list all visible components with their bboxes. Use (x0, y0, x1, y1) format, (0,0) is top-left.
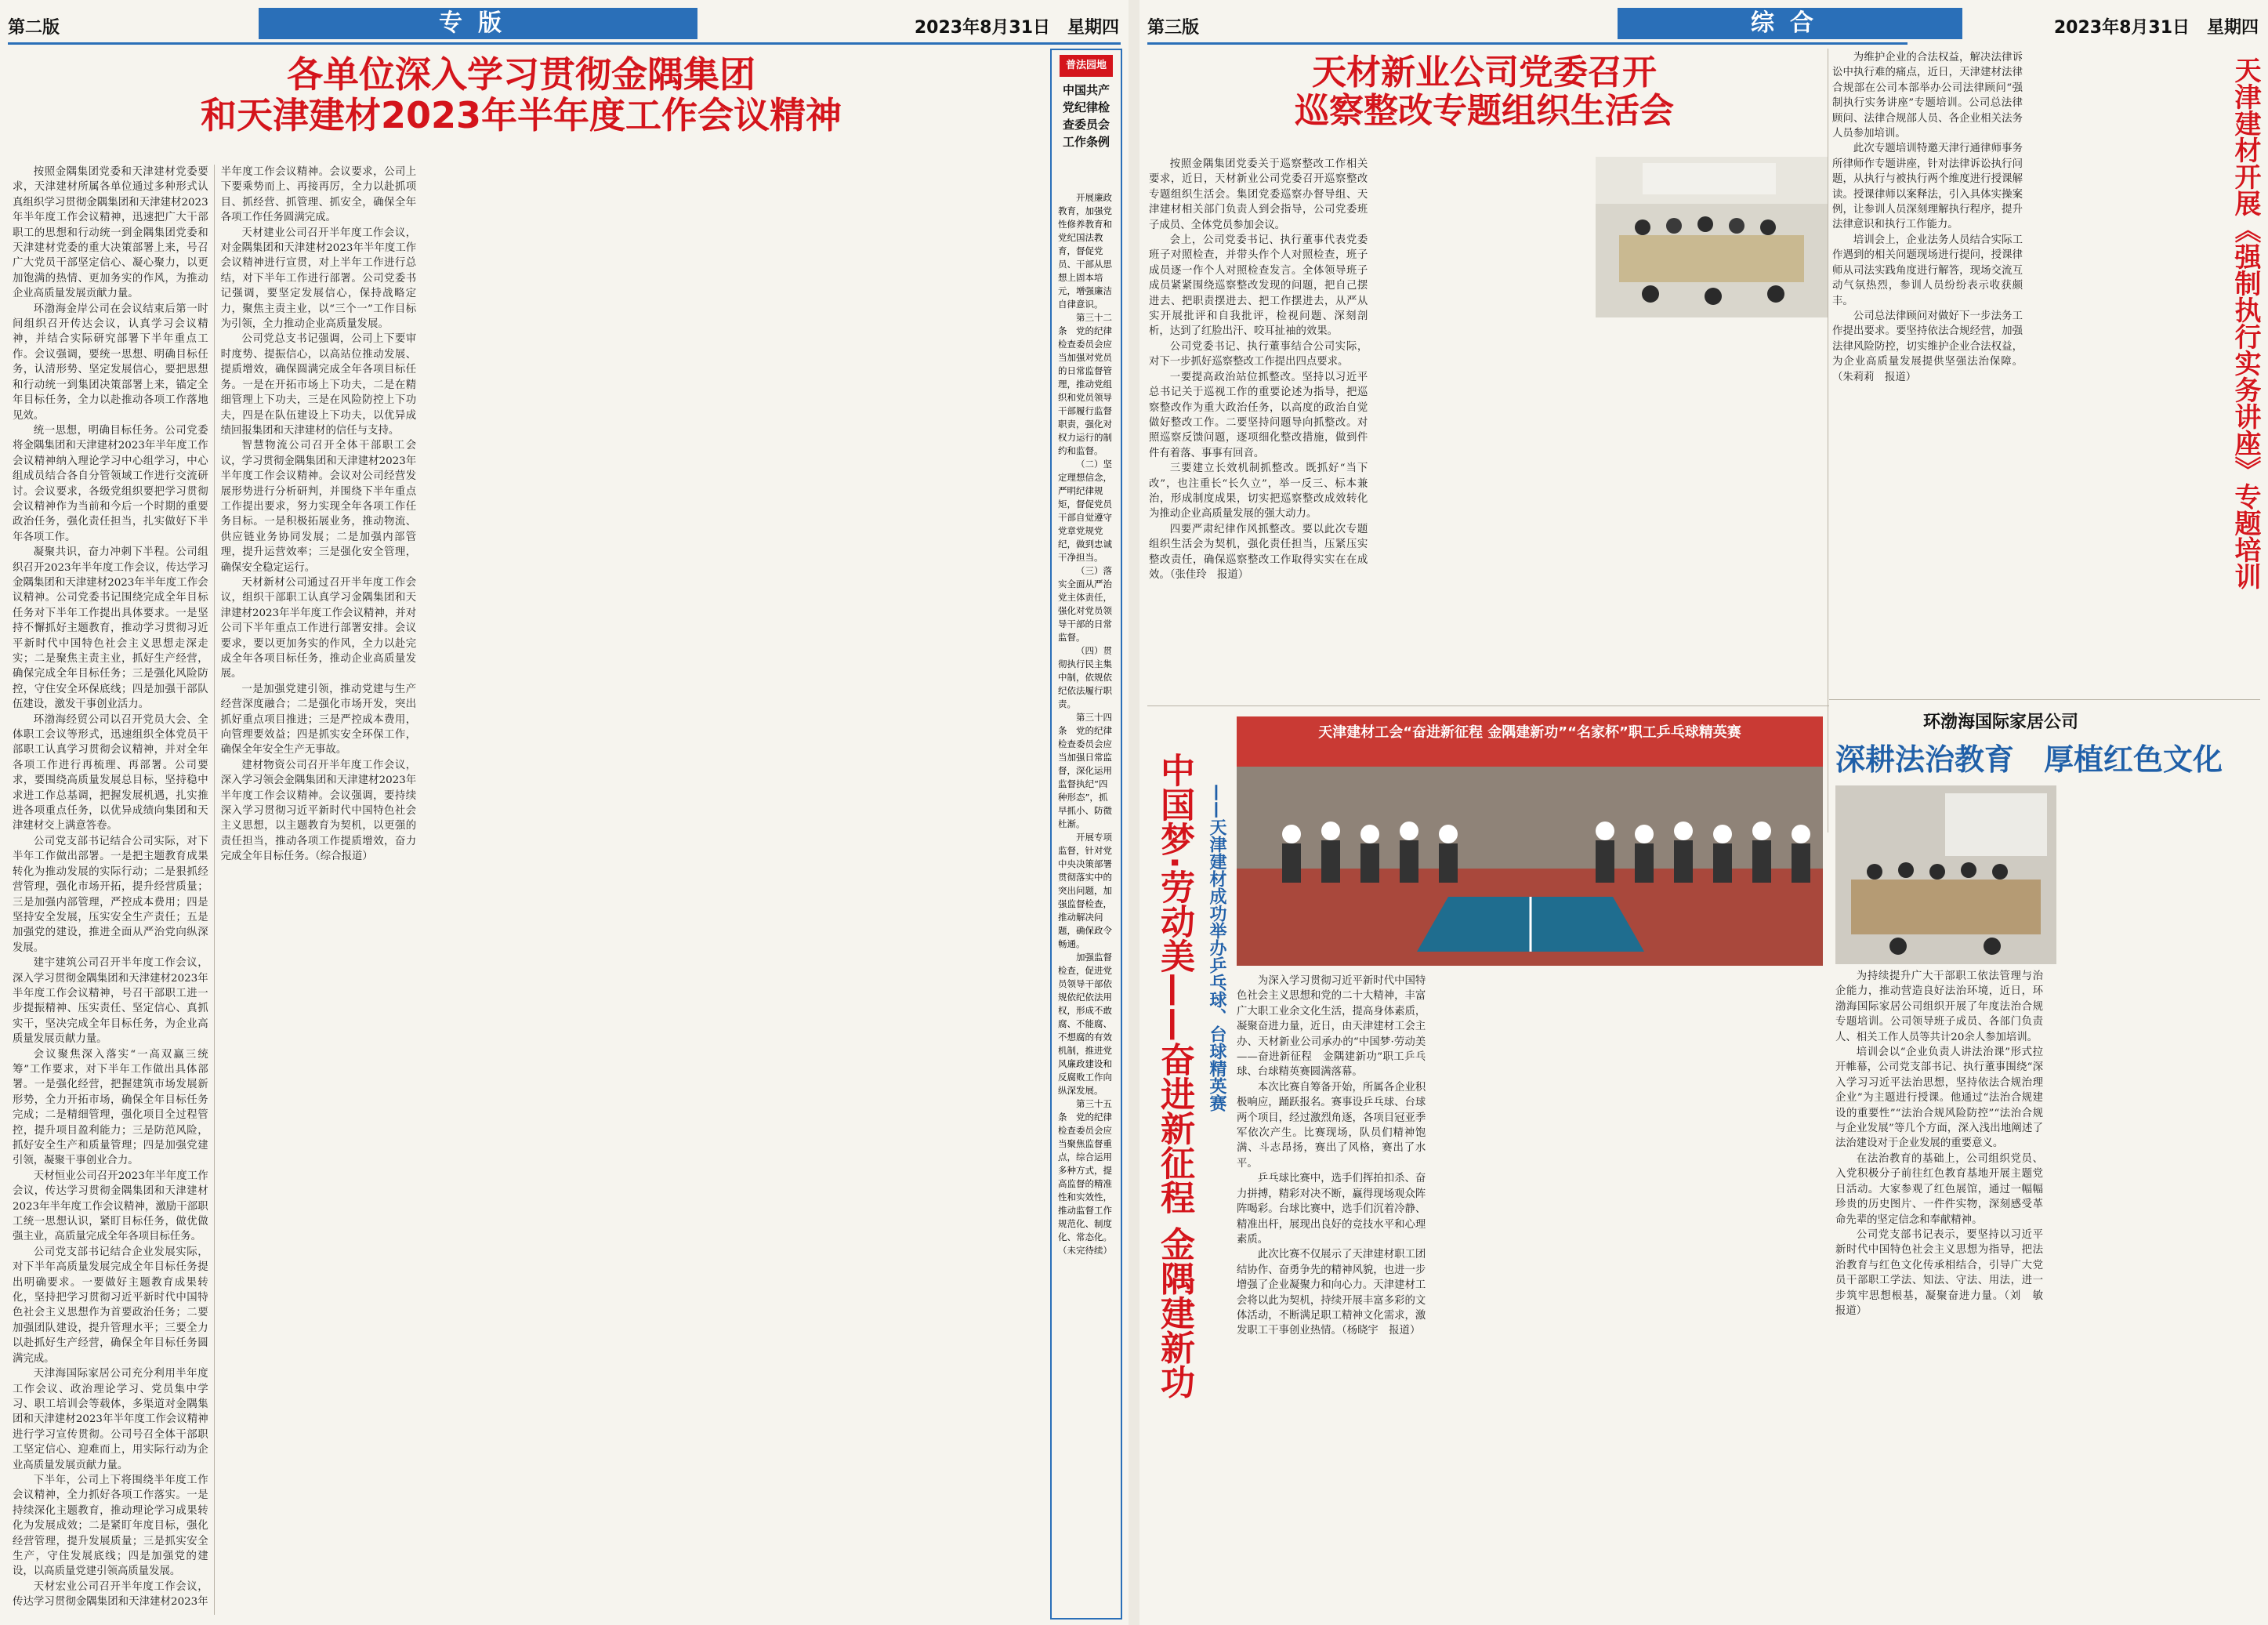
paragraph: 开展廉政教育，加强党性修养教育和党纪国法教育，督促党员、干部从思想上固本培元，增强廉洁自律意识。 (1058, 192, 1112, 310)
headline-line-2: 巡察整改专题组织生活会 (1295, 91, 1674, 132)
article-1-headline (1163, 53, 1806, 131)
training-photo (1835, 785, 2056, 964)
paragraph: 智慧物流公司召开全体干部职工会议，学习贯彻金隅集团和天津建材2023年半年度工作会议精神。会议对公司经营发展形势进行分析研判，并围绕下半年重点工作提出要求，努力实现全年各项工作任务目标。一是积极拓展业务，推动物流、供应链业务协同发展；二是加强内部管理，提升运营效率；三是强化安全管理，确保安全稳定运行。 (220, 440, 417, 574)
paragraph: 为深入学习贯彻习近平新时代中国特色社会主义思想和党的二十大精神，丰富广大职工业余文化生活，提高身体素质，凝聚奋进力量，近日，由天津建材工会主办、天材新业公司承办的“中国梦·劳动美——奋进新征程 金隅建新功”职工乒乓球、台球精英赛圆满落幕。 (1237, 975, 1426, 1079)
article-2-headline: 天津建材开展《强制执行实务讲座》专题培训 (2230, 56, 2261, 589)
paragraph: 公司党支部书记表示，要坚持以习近平新时代中国特色社会主义思想为指导，把法治教育与红色文化传承相结合，引导广大党员干部职工学法、知法、守法、用法，进一步筑牢思想根基，凝聚奋进力量。（刘 敏 报道） (1835, 1228, 2054, 1317)
section-divider (1829, 699, 2260, 700)
paragraph: 按照金隅集团党委和天津建材党委要求，天津建材所属各单位通过多种形式认真组织学习贯彻金隅集团和天津建材2023年半年度工作会议精神，迅速把广大干部职工的思想和行动统一到金隅集团党委和天津建材党委的重大决策部署上来，号召广大党员干部坚定信心、凝心聚力，以更加饱满的热情、更加务实的作风，为推动企业高质量发展贡献力量。 (13, 166, 208, 300)
paragraph: 建材物资公司召开半年度工作会议，深入学习领会金隅集团和天津建材2023年半年度工作会议精神。会议强调，要持续深入学习贯彻习近平新时代中国特色社会主义思想，以主题教育为契机，以更强的责任担当，推动各项工作提质增效，奋力完成全年目标任务。（综合报道） (220, 759, 417, 863)
paragraph: 培训会以“企业负责人讲法治课”形式拉开帷幕，公司党支部书记、执行董事围绕“深入学习习近平法治思想，坚持依法合规治理企业”为主题进行授课。他通过“法治合规建设的重要性”“法治合规风险防控”“法治合规与企业发展”等几个方面，深入浅出地阐述了法治建设对于企业发展的重要意义。 (1835, 1046, 2043, 1150)
page-3-header (1139, 8, 2268, 41)
paragraph: 本次比赛自筹备开始，所属各企业积极响应，踊跃报名。赛事设乒乓球、台球两个项目，经过激烈角逐，各项目冠亚季军依次产生。比赛现场，队员们精神饱满、斗志昂扬，赛出了风格，赛出了水平。 (1237, 1081, 1426, 1170)
paragraph: 会上，公司党委书记、执行董事代表党委班子对照检查，并带头作个人对照检查，班子成员逐一作个人对照检查发言。全体领导班子成员紧紧围绕巡察整改发现的问题，把自己摆进去、把职责摆进去、把工作摆进去，从严从实开展批评和自我批评，检视问题、深刻剖析，达到了红脸出汗、咬耳扯袖的效果。 (1149, 234, 1368, 338)
paragraph: 此次专题培训特邀天津行通律师事务所律师作专题讲座，针对法律诉讼执行问题，从执行与被执行两个维度进行授课解读。授课律师以案释法，引入具体实操案例，让参训人员深刻理解执行程序，提升法律意识和执行工作能力。 (1832, 143, 2023, 231)
paragraph: 下半年，公司上下将围绕半年度工作会议精神，全力抓好各项工作落实。一是持续深化主题教育，推动理论学习成果转化为发展成效；二是紧盯年度目标，强化经营管理，提升发展质量；三是抓实安全生产，守住发展底线；四是加强党的建设，以高质量党建引领高质量发展。 (13, 1474, 208, 1578)
paragraph: 四要严肃纪律作风抓整改。要以此次专题组织生活会为契机，强化责任担当，压紧压实整改责任，确保巡察整改工作取得实实在在成效。（张佳玲 报道） (1149, 523, 1368, 581)
paragraph: 一是加强党建引领，推动党建与生产经营深度融合；二是强化市场开发，突出抓好重点项目推进；三是严控成本费用，向管理要效益；四是抓实安全环保工作，确保全年安全生产无事故。 (220, 683, 417, 756)
header-rule (1147, 42, 1908, 45)
article-body (13, 165, 1041, 1615)
paragraph: 第三十五条 党的纪律检查委员会应当聚焦监督重点，综合运用多种方式，提高监督的精准性和实效性，推动监督工作规范化、制度化、常态化。（未完待续） (1058, 1098, 1112, 1256)
article-3-headline: 中国梦·劳动美——奋进新征程 金隅建新功 (1154, 753, 1194, 1399)
paragraph: 环渤海经贸公司以召开党员大会、全体职工会议等形式，迅速组织全体党员干部职工认真学习贯彻会议精神，并对全年各项工作进行再梳理、再部署。公司要求，要围绕高质量发展总目标，坚持稳中求进工作总基调，把握发展机遇，扎实推进各项重点任务，以优异成绩向集团和天津建材交上满意答卷。 (13, 713, 208, 832)
tournament-banner: 天津建材工会“奋进新征程 金隅建新功”“名家杯”职工乒乓球精英赛 (1318, 724, 1741, 741)
page-2 (0, 0, 1129, 1625)
section-divider (1147, 705, 1829, 706)
paragraph: （三）落实全面从严治党主体责任，强化对党员领导干部的日常监督。 (1058, 565, 1112, 643)
section-banner: 专版 (259, 8, 697, 39)
paragraph: 公司党总支书记强调，公司上下要审时度势、提振信心，以高站位推动发展、提质增效，确保圆满完成全年各项目标任务。一是在开拓市场上下功夫，二是在精细管理上下功夫，三是在风险防控上下功夫，四是在队伍建设上下功夫，以优异成绩回报集团和天津建材的信任与支持。 (220, 333, 417, 437)
paragraph: 天材宏业公司召开半年度工作会议，传达学习贯彻金隅集团和天津建材2023年半年度工作会议精神。会议要求，公司上下要乘势而上、再接再厉，全力以赴抓项目、抓经营、抓管理、抓安全，确保全年各项工作任务圆满完成。 (13, 166, 417, 1609)
paragraph: 加强监督检查，促进党员领导干部依规依纪依法用权，形成不敢腐、不能腐、不想腐的有效机制，推进党风廉政建设和反腐败工作向纵深发展。 (1058, 952, 1112, 1096)
legal-corner-tag: 普法园地 (1060, 55, 1113, 77)
article-4-kicker: 环渤海国际家居公司 (1923, 713, 2079, 732)
issue-date: 2023年8月31日 星期四 (914, 18, 1119, 38)
page-number: 第二版 (8, 18, 60, 38)
paragraph: 凝聚共识，奋力冲刺下半程。公司组织召开2023年半年度工作会议，传达学习金隅集团和天津建材2023年半年度工作会议精神。公司党委书记围绕完成全年目标任务对下半年工作提出具体要求。一是坚持不懈抓好主题教育，推动学习贯彻习近平新时代中国特色社会主义思想走深走实；二是聚焦主责主业，抓好生产经营，确保完成全年目标任务；三是强化风险防控，守住安全环保底线；四是加强干部队伍建设，激发干事创业活力。 (13, 546, 208, 711)
paragraph: 天津海国际家居公司充分利用半年度工作会议、政治理论学习、党员集中学习、职工培训会等载体，多渠道对金隅集团和天津建材2023年半年度工作会议精神进行学习宣传贯彻。公司号召全体干部职工坚定信心、迎难而上，用实际行动为企业高质量发展贡献力量。 (13, 1368, 208, 1471)
paragraph: 天材新材公司通过召开半年度工作会议，组织干部职工认真学习金隅集团和天津建材2023年半年度工作会议精神，并对公司下半年重点工作进行部署安排。会议要求，要以更加务实的作风，全力以赴完成全年各项目标任务，推动企业高质量发展。 (220, 576, 417, 680)
page-2-header (0, 8, 1129, 41)
paragraph: 乒乓球比赛中，选手们挥拍扣杀、奋力拼搏，精彩对决不断，赢得现场观众阵阵喝彩。台球比赛中，选手们沉着冷静、精准出杆，展现出良好的竞技水平和心理素质。 (1237, 1173, 1426, 1246)
paragraph: 公司总法律顾问对做好下一步法务工作提出要求。要坚持依法合规经营，加强法律风险防控，切实维护企业合法权益，为企业高质量发展提供坚强法治保障。（朱莉莉 报道） (1832, 310, 2023, 383)
article-3-subtitle: ——天津建材成功举办乒乓球、台球精英赛 (1207, 784, 1226, 1112)
legal-corner-title: 中国共产党纪律检查委员会工作条例 (1062, 83, 1110, 149)
issue-date: 2023年8月31日 星期四 (2053, 18, 2259, 38)
paragraph: 环渤海金岸公司在会议结束后第一时间组织召开传达会议，认真学习会议精神，并结合实际研究部署下半年重点工作。会议强调，要统一思想、明确目标任务，认清形势、坚定发展信心，要把思想和行动统一到集团决策部署上来，锚定全年目标任务，全力以赴推动各项工作落地见效。 (13, 303, 208, 422)
page-number: 第三版 (1147, 18, 1200, 38)
paragraph: 天材恒业公司召开2023年半年度工作会议，传达学习贯彻金隅集团和天津建材2023年半年度工作会议精神，激励干部职工统一思想认识，紧盯目标任务，做优做强主业，高质量完成全年各项目标任务。 (13, 1170, 208, 1243)
meeting-photo (1596, 157, 1828, 317)
paragraph: （四）贯彻执行民主集中制，依规依纪依法履行职责。 (1058, 645, 1112, 709)
paragraph: 此次比赛不仅展示了天津建材职工团结协作、奋勇争先的精神风貌，也进一步增强了企业凝聚力和向心力。天津建材工会将以此为契机，持续开展丰富多彩的文体活动，不断满足职工精神文化需求，激发职工干事创业热情。（杨晓宇 报道） (1237, 1249, 1426, 1337)
paragraph: 公司党支部书记结合企业发展实际，对下半年高质量发展完成全年目标任务提出明确要求。一要做好主题教育成果转化，坚持把学习贯彻习近平新时代中国特色社会主义思想作为首要政治任务；二要加强团队建设，提升管理水平；三要全力以赴抓好生产经营，确保全年目标任务圆满完成。 (13, 1246, 208, 1365)
article-4-headline: 深耕法治教育 厚植红色文化 (1835, 742, 2223, 777)
paragraph: 按照金隅集团党委关于巡察整改工作相关要求，近日，天材新业公司党委召开巡察整改专题组织生活会。集团党委巡察办督导组、天津建材相关部门负责人到会指导，公司党委班子成员、全体党员参加会议。 (1149, 158, 1368, 231)
paragraph: 在法治教育的基础上，公司组织党员、入党积极分子前往红色教育基地开展主题党日活动。大家参观了红色展馆，通过一幅幅珍贵的历史图片、一件件实物，深刻感受革命先辈的坚定信念和奉献精神。 (1835, 1152, 2043, 1226)
paragraph: 公司党支部书记结合公司实际，对下半年工作做出部署。一是把主题教育成果转化为推动发展的实际行动；二是狠抓经营管理，强化市场开拓，提升经营质量；三是加强内部管理，严控成本费用；四是坚持安全发展，压实安全生产责任；五是加强党的建设，推进全面从严治党向纵深发展。 (13, 835, 208, 954)
paragraph: 培训会上，企业法务人员结合实际工作遇到的相关问题现场进行提问，授课律师从司法实践角度进行解答，现场交流互动气氛热烈，参训人员纷纷表示收获颇丰。 (1832, 234, 2023, 307)
page-3 (1139, 0, 2268, 1625)
paragraph: 公司党委书记、执行董事结合公司实际，对下一步抓好巡察整改工作提出四点要求。 (1149, 340, 1368, 368)
headline-line-2: 和天津建材2023年半年度工作会议精神 (200, 93, 842, 136)
article-2-body (1832, 50, 2224, 693)
legal-corner-box (1050, 49, 1122, 1620)
headline-line-1: 各单位深入学习贯彻金隅集团 (287, 53, 755, 96)
paragraph: 开展专项监督，针对党中央决策部署贯彻落实中的突出问题，加强监督检查，推动解决问题，确保政令畅通。 (1058, 832, 1112, 949)
article-3-body (1237, 974, 1826, 1616)
paragraph: 建宇建筑公司召开半年度工作会议，深入学习贯彻金隅集团和天津建材2023年半年度工作会议精神，号召干部职工进一步提振精神、压实责任、坚定信心、真抓实干，坚决完成全年目标任务，为企业高质量发展贡献力量。 (13, 957, 208, 1046)
paragraph: 天材建业公司召开半年度工作会议，对金隅集团和天津建材2023年半年度工作会议精神进行宣贯，对上半年工作进行总结，对下半年工作进行部署。公司党委书记强调，要坚定发展信心，保持战略定力，聚焦主责主业，以“三个一”工作目标为引领，全力推动企业高质量发展。 (220, 227, 417, 331)
paragraph: 统一思想，明确目标任务。公司党委将金隅集团和天津建材2023年半年度工作会议精神纳入理论学习中心组学习，中心组成员结合各自分管领域工作进行交流研讨。会议要求，各级党组织要把学习贯彻会议精神作为当前和今后一个时期的重要政治任务，强化责任担当，扎实做好下半年各项工作。 (13, 424, 208, 543)
paragraph: 为维护企业的合法权益，解决法律诉讼中执行难的痛点，近日，天津建材法律合规部在公司本部举办公司法律顾问“强制执行实务讲座”专题培训。公司总法律顾问、法律合规部人员、各企业相关法务人员参加培训。 (1832, 52, 2023, 140)
paragraph: 第三十二条 党的纪律检查委员会应当加强对党员的日常监督管理，推动党组织和党员领导干部履行监督职责，强化对权力运行的制约和监督。 (1058, 312, 1112, 456)
paragraph: 会议聚焦深入落实“一高双赢三统筹”工作要求，对下半年工作做出具体部署。一是强化经营，把握建筑市场发展新形势，全力开拓市场，确保全年目标任务完成；二是精细管理，强化项目全过程管控，提升项目盈利能力；三是防范风险，抓好安全生产和质量管理；四是加强党建引领，凝聚干事创业合力。 (13, 1048, 208, 1167)
headline (16, 55, 1027, 136)
legal-corner-text (1058, 191, 1114, 1602)
header-rule (8, 42, 1121, 45)
article-4-body (1835, 969, 2262, 1616)
paragraph: 第三十四条 党的纪律检查委员会应当加强日常监督，深化运用监督执纪“四种形态”，抓早抓小、防微杜渐。 (1058, 712, 1112, 829)
paragraph: 三要建立长效机制抓整改。既抓好“当下改”，也注重长“长久立”，举一反三、标本兼治，形成制度成果，切实把巡察整改成效转化为推动企业高质量发展的强大动力。 (1149, 462, 1368, 521)
headline-line-1: 天材新业公司党委召开 (1312, 53, 1657, 92)
paragraph: 为持续提升广大干部职工依法管理与治企能力，推动营造良好法治环境，近日，环渤海国际家居公司组织开展了年度法治合规专题培训。公司领导班子成员、各部门负责人、相关工作人员等共计20余人参加培训。 (1835, 970, 2043, 1043)
section-banner: 综合 (1618, 8, 1962, 39)
tournament-photo (1237, 716, 1823, 966)
paragraph: （二）坚定理想信念，严明纪律规矩，督促党员干部自觉遵守党章党规党纪，做到忠诚干净担当。 (1058, 459, 1112, 563)
paragraph: 一要提高政治站位抓整改。坚持以习近平总书记关于巡视工作的重要论述为指导，把巡察整改作为重大政治任务，以高度的政治自觉做好整改工作。二要坚持问题导向抓整改。对照巡察反馈问题，逐项细化整改措施，做到件件有着落、事事有回音。 (1149, 371, 1368, 459)
